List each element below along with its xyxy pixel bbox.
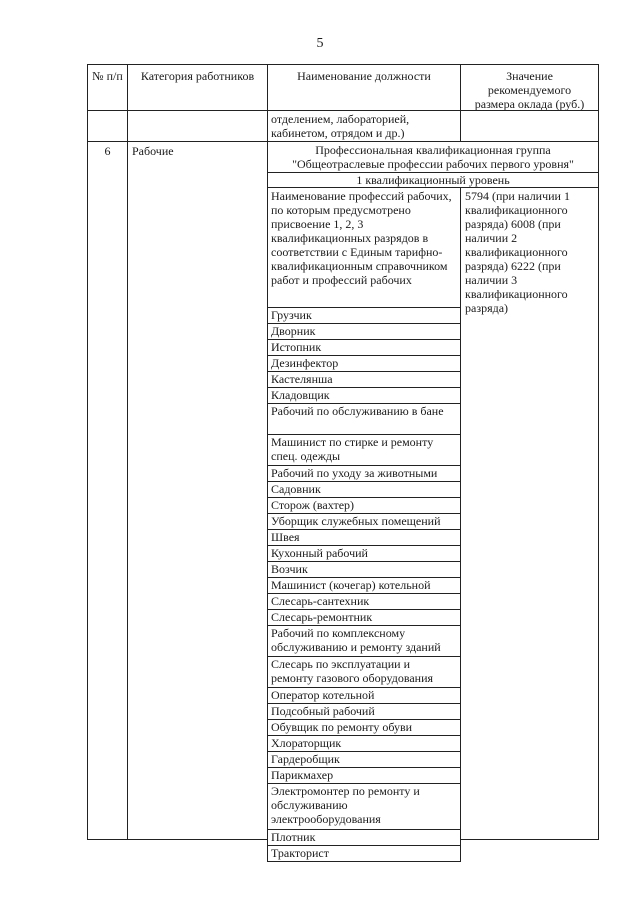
position-name: Обувщик по ремонту обуви (271, 720, 413, 734)
position-name: Оператор котельной (271, 688, 375, 702)
cont-position-text: отделением, лабораторией, кабинетом, отрядом и др.) (271, 112, 410, 140)
position-name: Слесарь-ремонтник (271, 610, 373, 624)
page-number: 5 (316, 36, 324, 51)
position-name: Подсобный рабочий (271, 704, 375, 718)
position-name: Кастелянша (271, 372, 333, 386)
position-name: Садовник (271, 482, 321, 496)
salary-values: 5794 (при наличии 1 квалификационного разряда) 6008 (при наличии 2 квалификационного разряда) 6222 (при наличии 3 квалификационного разряда) (465, 189, 570, 315)
row6-category-cell (127, 141, 268, 840)
position-name: Рабочий по комплексному обслуживанию и ремонту зданий (271, 626, 441, 654)
position-name: Истопник (271, 340, 322, 354)
header-position: Наименование должности (297, 69, 431, 83)
header-category: Категория работников (140, 69, 255, 83)
position-name: Рабочий по обслуживанию в бане (271, 404, 444, 418)
group-title: Профессиональная квалификационная группа "Общеотраслевые профессии рабочих первого уровня" (292, 143, 574, 171)
position-name: Хлораторщик (271, 736, 342, 750)
position-name: Кладовщик (271, 388, 330, 402)
level-title: 1 квалификационный уровень (356, 173, 510, 187)
position-name: Грузчик (271, 308, 312, 322)
row6-num: 6 (104, 144, 111, 158)
cont-category-cell (127, 110, 268, 142)
header-num: № п/п (92, 69, 123, 83)
row6-category: Рабочие (132, 144, 174, 158)
position-name: Тракторист (271, 846, 329, 860)
positions-heading: Наименование профессий рабочих, по которым предусмотрено присвоение 1, 2, 3 квалификационных разрядов в соответствии с Единым тарифно-квалификационным справочником работ и профессий рабочих (271, 189, 452, 287)
position-name: Слесарь по эксплуатации и ремонту газового оборудования (271, 657, 434, 685)
position-name: Электромонтер по ремонту и обслуживанию электрооборудования (271, 784, 420, 826)
position-name: Плотник (271, 830, 316, 844)
position-name: Дезинфектор (271, 356, 339, 370)
position-name: Гардеробщик (271, 752, 340, 766)
position-name: Дворник (271, 324, 316, 338)
position-name: Парикмахер (271, 768, 334, 782)
row6-num-cell (87, 141, 128, 840)
cont-salary-cell (460, 110, 599, 142)
position-name: Уборщик служебных помещений (271, 514, 441, 528)
position-name: Машинист по стирке и ремонту спец. одежды (271, 435, 434, 463)
position-name: Кухонный рабочий (271, 546, 368, 560)
position-name: Слесарь-сантехник (271, 594, 370, 608)
position-name: Швея (271, 530, 300, 544)
position-name: Возчик (271, 562, 308, 576)
header-salary: Значение рекомендуемого размера оклада (руб.) (474, 69, 585, 111)
position-name: Сторож (вахтер) (271, 498, 355, 512)
position-name: Рабочий по уходу за животными (271, 466, 438, 480)
position-name: Машинист (кочегар) котельной (271, 578, 431, 592)
cont-num-cell (87, 110, 128, 142)
